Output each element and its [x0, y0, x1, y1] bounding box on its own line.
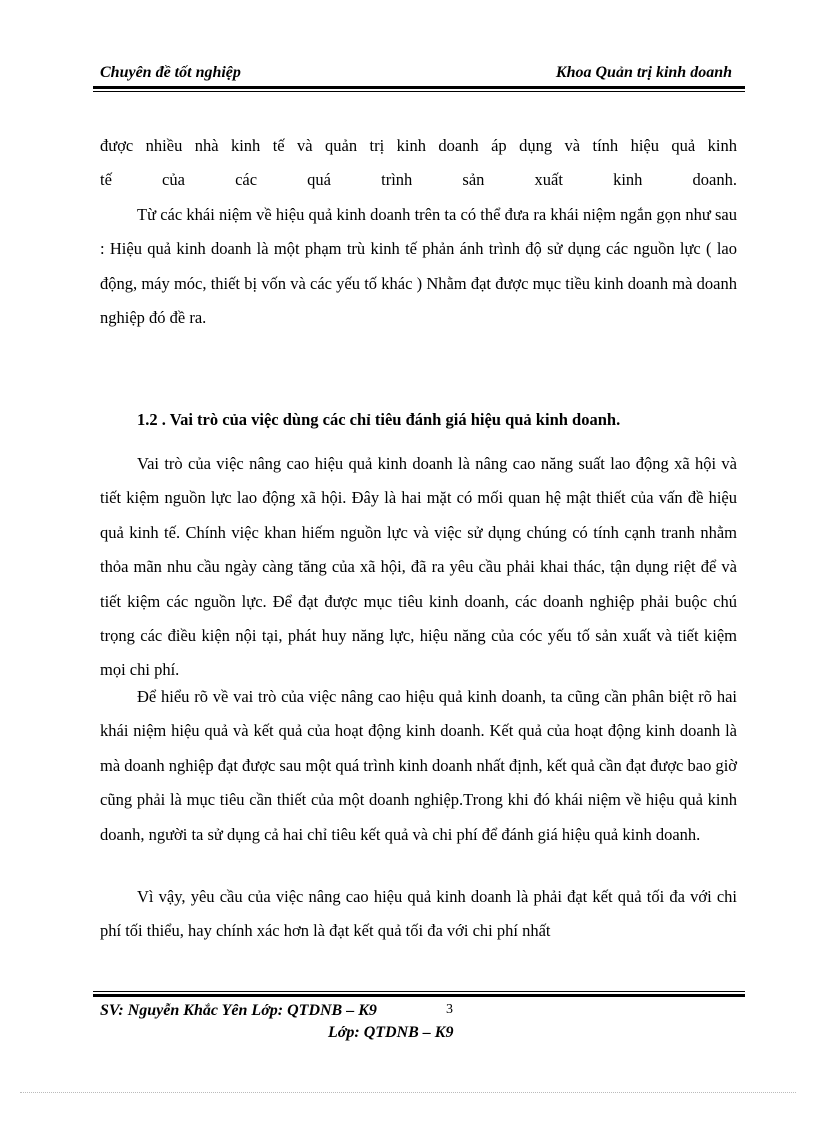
footer-class: Lớp: QTDNB – K9	[328, 1024, 454, 1041]
paragraph-1-line-2: tế của các quá trình sản xuất kinh doanh.	[100, 170, 737, 189]
paragraph-2-text: Từ các khái niệm về hiệu quả kinh doanh trên ta có thể đưa ra khái niệm ngắn gọn như sau : Hiệu quả kinh doanh là một phạm trù kinh tế phản ánh trình độ sử dụng các nguồn lực ( lao động, máy móc, thiết bị vốn và các yếu tố khác ) Nhằm đạt được mục tiều kinh doanh mà doanh nghiệp đó đề ra.	[100, 205, 737, 328]
paragraph-2	[100, 198, 737, 336]
page-number: 3	[446, 1002, 453, 1017]
page-bottom-divider	[20, 1092, 796, 1093]
paragraph-5-text: Vì vậy, yêu cầu của việc nâng cao hiệu quả kinh doanh là phải đạt kết quả tối đa với chi phí tối thiểu, hay chính xác hơn là đạt kết quả tối đa với chi phí nhất	[100, 887, 737, 941]
paragraph-4	[100, 680, 737, 852]
footer-rule-thin	[93, 991, 745, 992]
header-rule-thick	[93, 86, 745, 89]
header-left: Chuyên đề tốt nghiệp	[100, 64, 241, 81]
header-right: Khoa Quản trị kinh doanh	[555, 64, 732, 81]
paragraph-3-text: Vai trò của việc nâng cao hiệu quả kinh doanh là nâng cao năng suất lao động xã hội và tiết kiệm nguồn lực lao động xã hội. Đây là hai mặt có mối quan hệ mật thiết của vấn đề hiệu quả kinh tế. Chính việc khan hiếm nguồn lực và việc sử dụng chúng có tính cạnh tranh nhằm thỏa mãn nhu cầu ngày càng tăng của xã hội, đã ra yêu cầu phải khai thác, tận dụng riệt để và tiết kiệm các nguồn lực. Để đạt được mục tiêu kinh doanh, các doanh nghiệp phải buộc chú trọng các điều kiện nội tại, phát huy năng lực, hiệu năng của cóc yếu tố sản xuất và tiết kiệm mọi chi phí.	[100, 454, 737, 680]
footer-rule-thick	[93, 994, 745, 997]
paragraph-1-line-1: được nhiều nhà kinh tế và quản trị kinh doanh áp dụng và tính hiệu quả kinh	[100, 136, 737, 155]
paragraph-5	[100, 880, 737, 949]
paragraph-4-text: Để hiểu rõ về vai trò của việc nâng cao hiệu quả kinh doanh, ta cũng cần phân biệt rõ hai khái niệm hiệu quả và kết quả của hoạt động kinh doanh. Kết quả của hoạt động kinh doanh là mà doanh nghiệp đạt được sau một quá trình kinh doanh nhất định, kết quả cần đạt được bao giờ cũng phải là mục tiêu cần thiết của một doanh nghiệp.Trong khi đó khái niệm về hiệu quả kinh doanh, người ta sử dụng cả hai chỉ tiêu kết quả và chi phí để đánh giá hiệu quả kinh doanh.	[100, 687, 737, 844]
footer-student: SV: Nguyễn Khắc Yên Lớp: QTDNB – K9	[100, 1002, 377, 1019]
header-rule-thin	[93, 91, 745, 92]
section-heading: 1.2 . Vai trò của việc dùng các chỉ tiêu đánh giá hiệu quả kinh doanh.	[137, 410, 621, 429]
paragraph-3	[100, 447, 737, 688]
